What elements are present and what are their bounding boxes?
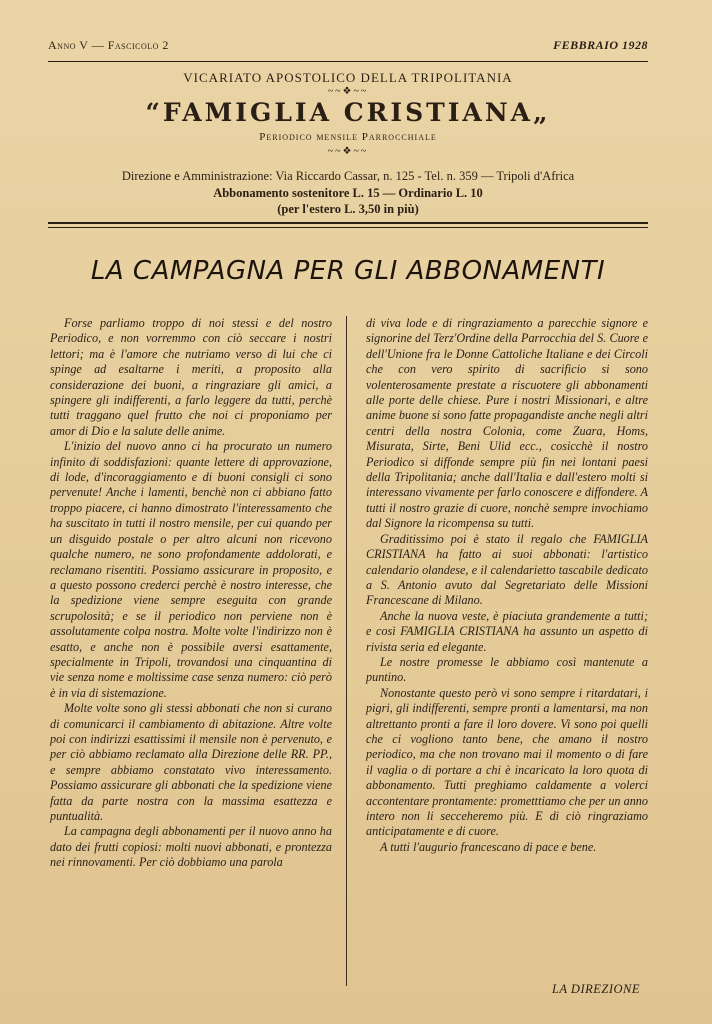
paragraph: Molte volte sono gli stessi abbonati che non si curano di comunicarci il cambiamento di abitazione. Altre volte poi con indirizzi esattissimi il mensile non è pervenuto, e per ciò abbiamo reclamato alla Direzione delle RR. PP., e sempre abbiamo constatato vivo interessamento. Possiamo assicurare gli abbonati che la spedizione viene fatta da parte nostra con la massima esattezza e puntualità. <box>50 701 332 823</box>
article-signature: LA DIREZIONE <box>551 982 640 996</box>
column-divider <box>346 316 347 986</box>
article-column-right <box>366 316 648 855</box>
ornament-top: ~~❖~~ <box>327 86 369 97</box>
header-rule-thin <box>48 227 648 228</box>
paragraph: Anche la nuova veste, è piaciuta grandemente a tutti; e così FAMIGLIA CRISTIANA ha assunto un aspetto di rivista seria ed elegante. <box>366 608 648 654</box>
ornament-bottom: ~~❖~~ <box>327 146 369 157</box>
paragraph: Forse parliamo troppo di noi stessi e del nostro Periodico, e non vorremmo con ciò seccare i nostri lettori; ma è l'amore che nutriamo verso di lui che ci spinge ad esaltarne i meriti, a proposito alla considerazione dei buoni, a ringraziare gli amici, a spingere gli indifferenti, a farlo leggere da tutti, perchè tutti traggano quel frutto che noi ci proponiamo per amor di Dio e la salute delle anime. <box>50 316 332 438</box>
paragraph: di viva lode e di ringraziamento a parecchie signore e signorine del Terz'Ordine della Parrocchia del S. Cuore e dell'Unione fra le Donne Cattoliche Italiane e dei Circoli che con vero spirito di sacrificio si sono volenterosamente prestate a riscuotere gli abbonamenti alle porte delle chiese. Pure i nostri Missionari, e altre anime buone si sono fatte propagandiste anche negli altri centri della nostra Colonia, come Zuara, Homs, Misurata, Sirte, Beni Ulid ecc., cosicchè il nostro Periodico si diffonde sempre più fin nei lontani paesi della Tripolitania; anche dall'Italia e dall'estero molti si interessano vivamente per farlo conoscere e diffondere. A tutti il nostro grazie di cuore, nonchè sempre invochiamo dal Signore la ricompensa su tutti. <box>366 316 648 531</box>
header-rule-thick <box>48 222 648 224</box>
paragraph: L'inizio del nuovo anno ci ha procurato un numero infinito di soddisfazioni: quante lettere di approvazione, di lode, d'incoraggiamento e di buoni consigli ci sono pervenute! Anche i lamenti, benchè non ci abbiano fatto troppo piacere, ci hanno dimostrato l'interessamento che ha suscitato in tutti il nostro mensile, per cui quando per un disguido postale o per altro alcuni non ricevono qualche numero, ne sono profondamente addolorati, e reclamano risentiti. Possiamo assicurare in proposito, e a questo possono crederci perchè è nostro interesse, che la spedizione viene sempre eseguita con grande scrupolosità; e se il periodico non perviene non è assolutamente colpa nostra. Molte volte l'indirizzo non è esatto, e anche non è possibile aversi esattamente, specialmente in Tripoli, trovandosi una cinquantina di vie senza nome e moltissime case senza numero: ciò però è in via di sistemazione. <box>50 439 332 700</box>
vicariato-line: VICARIATO APOSTOLICO DELLA TRIPOLITANIA <box>183 70 513 85</box>
issue-bar <box>48 38 648 56</box>
paragraph: A tutti l'augurio francescano di pace e bene. <box>380 839 597 854</box>
issue-number: Anno V — Fascicolo 2 <box>48 38 169 52</box>
abbonamento-line: Abbonamento sostenitore L. 15 — Ordinario L. 10 <box>213 186 483 200</box>
paragraph: Nonostante questo però vi sono sempre i ritardatari, i pigri, gli indifferenti, sempre pronti a lamentarsi, ma non altrettanto pronti a fare il loro dovere. Vi sono poi quelli che ci vogliono tanto bene, che amano il nostro periodico, ma che non trovano mai il momento o di fare il vaglia o di portare a chi è incaricato la loro quota di abbonamento. Tutti preghiamo caldamente a volerci accontentare prontamente: prometttiamo che per un anno intero non li secceheremo più. E di ciò ringraziamo anticipatamente e di cuore. <box>366 685 648 839</box>
direzione-line: Direzione e Amministrazione: Via Riccardo Cassar, n. 125 - Tel. n. 359 — Tripoli d'Africa <box>121 169 575 183</box>
top-rule <box>48 61 648 62</box>
periodico-subtitle: Periodico mensile Parrocchiale <box>259 131 437 143</box>
paragraph: Graditissimo poi è stato il regalo che FAMIGLIA CRISTIANA ha fatto ai suoi abbonati: l'artistico calendario olandese, e il calendarietto tascabile dedicato a S. Antonio avuto dal Segretariato delle Missioni Francescane di Milano. <box>366 531 648 608</box>
article-column-left <box>50 316 332 871</box>
article-headline: LA CAMPAGNA PER GLI ABBONAMENTI <box>90 256 606 286</box>
masthead-title: “FAMIGLIA CRISTIANA„ <box>145 98 551 127</box>
issue-date: FEBBRAIO 1928 <box>553 38 648 52</box>
estero-line: (per l'estero L. 3,50 in più) <box>277 202 419 216</box>
paragraph: La campagna degli abbonamenti per il nuovo anno ha dato dei frutti copiosi: molti nuovi abbonati, e prontezza nei rinnovamenti. Per ciò dobbiamo una parola <box>50 824 332 870</box>
paragraph: Le nostre promesse le abbiamo così mantenute a puntino. <box>366 654 648 685</box>
